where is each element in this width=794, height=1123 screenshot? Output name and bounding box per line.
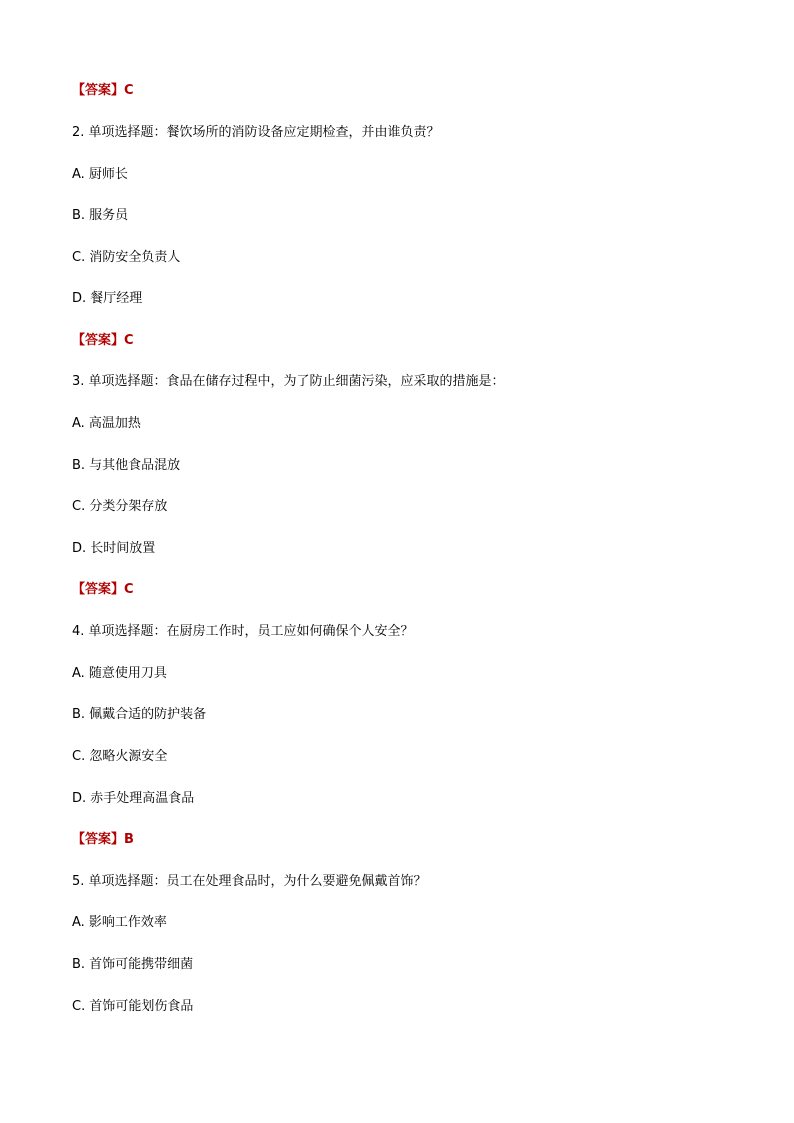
option-text: C. 消防安全负责人 xyxy=(72,250,181,265)
option-text: A. 随意使用刀具 xyxy=(72,666,167,681)
option-text: B. 服务员 xyxy=(72,208,129,223)
answer-line: 【答案】C xyxy=(72,83,134,98)
option-text: B. 佩戴合适的防护装备 xyxy=(72,707,207,722)
option-text: D. 长时间放置 xyxy=(72,541,156,556)
option-text: C. 忽略火源安全 xyxy=(72,749,168,764)
option-text: A. 厨师长 xyxy=(72,167,128,182)
option-text: C. 首饰可能划伤食品 xyxy=(72,999,194,1014)
answer-line: 【答案】B xyxy=(72,832,134,847)
option-text: A. 影响工作效率 xyxy=(72,915,167,930)
question-text: 4. 单项选择题：在厨房工作时，员工应如何确保个人安全？ xyxy=(72,624,414,639)
answer-line: 【答案】C xyxy=(72,333,134,348)
answer-line: 【答案】C xyxy=(72,582,134,597)
question-text: 5. 单项选择题：员工在处理食品时，为什么要避免佩戴首饰？ xyxy=(72,874,427,889)
option-text: D. 餐厅经理 xyxy=(72,291,143,306)
option-text: A. 高温加热 xyxy=(72,416,141,431)
question-text: 3. 单项选择题：食品在储存过程中，为了防止细菌污染，应采取的措施是： xyxy=(72,374,505,389)
option-text: D. 赤手处理高温食品 xyxy=(72,791,195,806)
option-text: C. 分类分架存放 xyxy=(72,499,168,514)
option-text: B. 首饰可能携带细菌 xyxy=(72,957,194,972)
option-text: B. 与其他食品混放 xyxy=(72,458,181,473)
question-text: 2. 单项选择题：餐饮场所的消防设备应定期检查，并由谁负责？ xyxy=(72,125,440,140)
